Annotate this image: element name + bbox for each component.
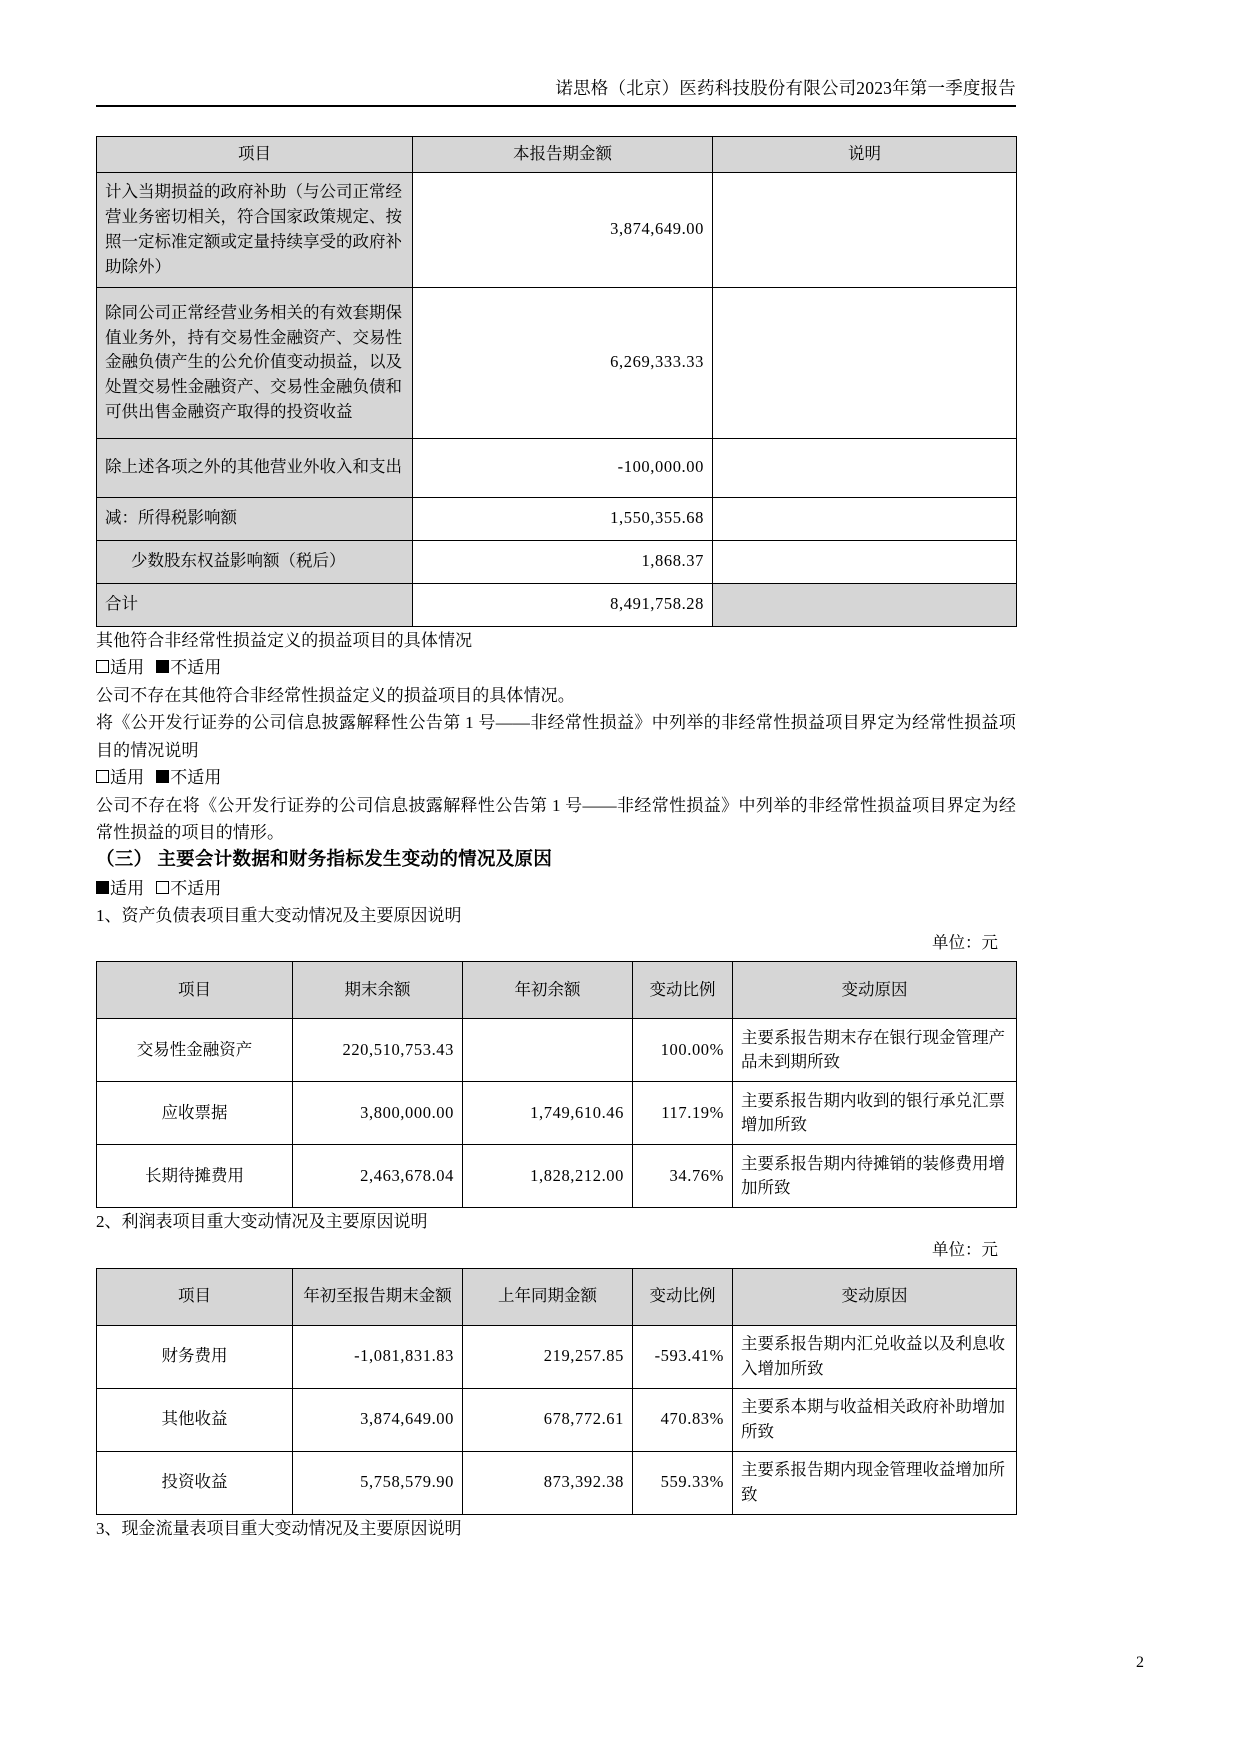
running-header	[96, 0, 1016, 99]
note2-heading: 将《公开发行证券的公司信息披露解释性公告第 1 号——非经常性损益》中列举的非经常性损益项目界定为经常性损益项目的情况说明	[96, 713, 1016, 760]
note1-not-applicable-label: 不适用	[170, 658, 222, 678]
row-note	[713, 172, 1017, 287]
note2-body: 公司不存在将《公开发行证券的公司信息披露解释性公告第 1 号——非经常性损益》中列举的非经常性损益项目界定为经常性损益的项目的情形。	[96, 795, 1016, 843]
note1-applicable-label: 适用	[110, 658, 145, 678]
table-total-row	[97, 583, 1017, 626]
row-begin-balance: 1,749,610.46	[463, 1082, 633, 1145]
row-reason: 主要系报告期内汇兑收益以及利息收入增加所致	[733, 1325, 1017, 1388]
row-amount: 1,868.37	[413, 540, 713, 583]
column-header-item: 项目	[97, 962, 293, 1019]
section-heading-three: （三） 主要会计数据和财务指标发生变动的情况及原因	[96, 850, 553, 870]
total-note	[713, 583, 1017, 626]
table-row	[97, 287, 1017, 438]
column-header-change-pct: 变动比例	[633, 962, 733, 1019]
row-change-pct: 34.76%	[633, 1145, 733, 1208]
balance-sheet-variance-table	[96, 961, 1017, 1208]
row-begin-balance	[463, 1019, 633, 1082]
section-three-not-applicable-label: 不适用	[170, 878, 222, 898]
income-statement-unit: 单位：元	[932, 1239, 998, 1259]
table-row	[97, 1019, 1017, 1082]
row-prior-amount: 219,257.85	[463, 1325, 633, 1388]
table-row	[97, 1325, 1017, 1388]
note2-applicable-label: 适用	[110, 768, 145, 788]
row-label: 除同公司正常经营业务相关的有效套期保值业务外，持有交易性金融资产、交易性金融负债产生的公允价值变动损益，以及处置交易性金融资产、交易性金融负债和可供出售金融资产取得的投资收益	[97, 287, 413, 438]
row-amount: 3,874,649.00	[413, 172, 713, 287]
column-header-item: 项目	[97, 137, 413, 173]
row-label: 计入当期损益的政府补助（与公司正常经营业务密切相关，符合国家政策规定、按照一定标准定额或定量持续享受的政府补助除外）	[97, 172, 413, 287]
row-label: 除上述各项之外的其他营业外收入和支出	[97, 438, 413, 497]
column-header-begin-balance: 年初余额	[463, 962, 633, 1019]
column-header-change-pct: 变动比例	[633, 1268, 733, 1325]
page-number: 2	[1136, 1654, 1144, 1671]
table-row	[97, 540, 1017, 583]
row-change-pct: 559.33%	[633, 1451, 733, 1514]
row-label: 少数股东权益影响额（税后）	[97, 540, 413, 583]
header-divider	[96, 105, 1016, 107]
note2-applicability	[96, 764, 1016, 792]
checkbox-unchecked-icon[interactable]	[96, 660, 109, 673]
row-item: 投资收益	[97, 1451, 293, 1514]
row-reason: 主要系报告期内待摊销的装修费用增加所致	[733, 1145, 1017, 1208]
section-three-applicable-label: 适用	[110, 878, 145, 898]
column-header-prior-amount: 上年同期金额	[463, 1268, 633, 1325]
row-note	[713, 540, 1017, 583]
row-ytd-amount: 5,758,579.90	[293, 1451, 463, 1514]
nonrecurring-items-table	[96, 136, 1017, 627]
column-header-reason: 变动原因	[733, 1268, 1017, 1325]
note1-heading: 其他符合非经常性损益定义的损益项目的具体情况	[96, 630, 473, 650]
balance-sheet-subtitle: 1、资产负债表项目重大变动情况及主要原因说明	[96, 906, 462, 926]
column-header-note: 说明	[713, 137, 1017, 173]
checkbox-checked-icon[interactable]	[156, 660, 169, 673]
cash-flow-subtitle: 3、现金流量表项目重大变动情况及主要原因说明	[96, 1518, 462, 1538]
column-header-end-balance: 期末余额	[293, 962, 463, 1019]
row-end-balance: 2,463,678.04	[293, 1145, 463, 1208]
column-header-ytd-amount: 年初至报告期末金额	[293, 1268, 463, 1325]
income-statement-subtitle: 2、利润表项目重大变动情况及主要原因说明	[96, 1212, 428, 1232]
table-row	[97, 497, 1017, 540]
total-label: 合计	[97, 583, 413, 626]
row-note	[713, 287, 1017, 438]
income-statement-variance-table	[96, 1268, 1017, 1515]
row-prior-amount: 678,772.61	[463, 1388, 633, 1451]
note1-body: 公司不存在其他符合非经常性损益定义的损益项目的具体情况。	[96, 685, 575, 705]
row-note	[713, 497, 1017, 540]
row-begin-balance: 1,828,212.00	[463, 1145, 633, 1208]
table-header-row	[97, 137, 1017, 173]
row-item: 其他收益	[97, 1388, 293, 1451]
row-reason: 主要系报告期末存在银行现金管理产品未到期所致	[733, 1019, 1017, 1082]
table-row	[97, 1388, 1017, 1451]
table-row	[97, 1451, 1017, 1514]
row-end-balance: 3,800,000.00	[293, 1082, 463, 1145]
checkbox-unchecked-icon[interactable]	[96, 770, 109, 783]
row-reason: 主要系报告期内收到的银行承兑汇票增加所致	[733, 1082, 1017, 1145]
row-label: 减：所得税影响额	[97, 497, 413, 540]
table-row	[97, 438, 1017, 497]
row-ytd-amount: 3,874,649.00	[293, 1388, 463, 1451]
row-prior-amount: 873,392.38	[463, 1451, 633, 1514]
checkbox-checked-icon[interactable]	[96, 881, 109, 894]
table-row	[97, 172, 1017, 287]
column-header-amount: 本报告期金额	[413, 137, 713, 173]
balance-sheet-unit: 单位：元	[932, 933, 998, 953]
row-amount: 6,269,333.33	[413, 287, 713, 438]
column-header-item: 项目	[97, 1268, 293, 1325]
table-header-row	[97, 962, 1017, 1019]
row-change-pct: 100.00%	[633, 1019, 733, 1082]
row-note	[713, 438, 1017, 497]
running-header-title: 诺思格（北京）医药科技股份有限公司2023年第一季度报告	[555, 78, 1016, 98]
section-three-applicability	[96, 875, 1016, 903]
row-end-balance: 220,510,753.43	[293, 1019, 463, 1082]
table-header-row	[97, 1268, 1017, 1325]
note2-not-applicable-label: 不适用	[170, 768, 222, 788]
total-amount: 8,491,758.28	[413, 583, 713, 626]
row-change-pct: 470.83%	[633, 1388, 733, 1451]
row-ytd-amount: -1,081,831.83	[293, 1325, 463, 1388]
column-header-reason: 变动原因	[733, 962, 1017, 1019]
row-item: 长期待摊费用	[97, 1145, 293, 1208]
row-item: 交易性金融资产	[97, 1019, 293, 1082]
row-change-pct: 117.19%	[633, 1082, 733, 1145]
table-row	[97, 1082, 1017, 1145]
row-item: 应收票据	[97, 1082, 293, 1145]
table-row	[97, 1145, 1017, 1208]
row-amount: -100,000.00	[413, 438, 713, 497]
row-item: 财务费用	[97, 1325, 293, 1388]
row-reason: 主要系本期与收益相关政府补助增加所致	[733, 1388, 1017, 1451]
row-change-pct: -593.41%	[633, 1325, 733, 1388]
checkbox-checked-icon[interactable]	[156, 770, 169, 783]
note1-applicability	[96, 654, 1016, 682]
checkbox-unchecked-icon[interactable]	[156, 881, 169, 894]
page-content	[96, 0, 1016, 1542]
row-amount: 1,550,355.68	[413, 497, 713, 540]
row-reason: 主要系报告期内现金管理收益增加所致	[733, 1451, 1017, 1514]
